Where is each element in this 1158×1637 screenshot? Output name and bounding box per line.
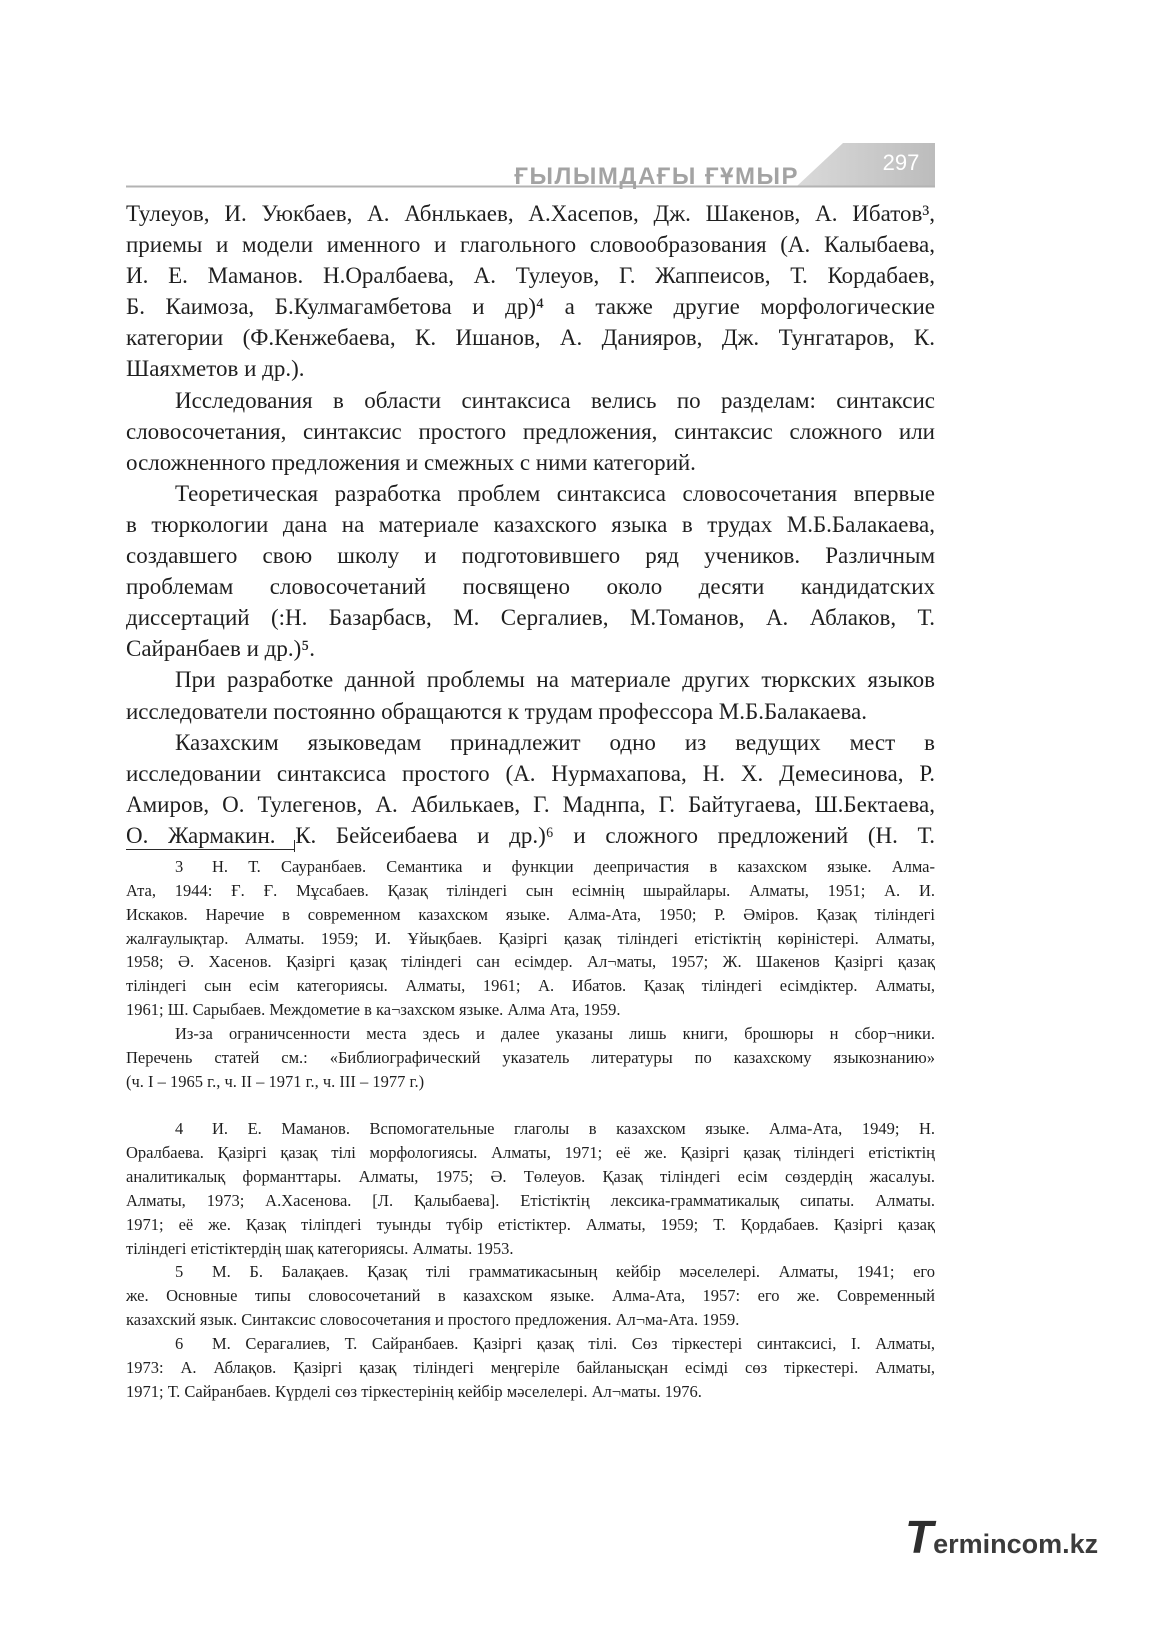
footnote-line <box>126 998 935 1022</box>
text-line: Теоретическая разработка проблем синтаксиса словосочетания впервые <box>175 480 935 506</box>
footnote-line <box>126 1046 935 1070</box>
footnote-line <box>126 855 935 879</box>
footnote-line <box>126 927 935 951</box>
footnote-text: жалғаулықтар. Алматы. 1959; И. Ұйықбаев. Қазіргі қазақ тіліндегі етістіктің көріністері. Алматы, <box>126 928 935 948</box>
text-line: исследовании синтаксиса простого (А. Нурмахапова, Н. Х. Демесинова, Р. <box>126 760 935 786</box>
paragraph <box>126 727 935 851</box>
footnote <box>126 1260 935 1332</box>
page-number: 297 <box>882 150 920 175</box>
text-line: осложненного предложения и смежных с ними категорий. <box>126 449 696 475</box>
footnote-line <box>126 1117 935 1141</box>
footnote <box>126 1117 935 1260</box>
watermark-logo <box>905 1512 1098 1569</box>
footnote-line <box>126 879 935 903</box>
footnote-text: Оралбаева. Қазіргі қазақ тілі морфологиясы. Алматы, 1971; её же. Қазіргі қазақ тіліндегі етістіктің <box>126 1143 935 1163</box>
footnote-text: 1971; её же. Қазақ тіліпдегі туынды түбір етістіктер. Алматы, 1959; Т. Қордабаев. Қазіргі қазақ <box>126 1214 935 1234</box>
footnote-text: 1961; Ш. Сарыбаев. Междометие в ка¬захском языке. Алма Ата, 1959. <box>126 1000 621 1020</box>
footnote-text: Ата, 1944: Ғ. Ғ. Мұсабаев. Қазақ тіліндегі сын есімнің шырайлары. Алматы, 1951; А. И. <box>126 880 935 900</box>
footnote-text: же. Основные типы словосочетаний в казахском языке. Алма-Ата, 1957: его же. Современный <box>126 1286 935 1306</box>
text-line: Сайранбаев и др.)⁵. <box>126 636 316 662</box>
footnote-line <box>126 1308 935 1332</box>
text-line: приемы и модели именного и глагольного словообразования (А. Калыбаева, <box>126 232 935 258</box>
text-line: категории (Ф.Кенжебаева, К. Ишанов, А. Данияров, Дж. Тунгатаров, К. <box>126 325 935 351</box>
text-line: Шаяхметов и др.). <box>126 356 305 382</box>
text-line: в тюркологии дана на материале казахского языка в трудах М.Б.Балакаева, <box>126 511 935 537</box>
footnote-text: 1958; Ә. Хасенов. Қазіргі қазақ тіліндегі сан есімдер. Ал¬маты, 1957; Ж. Шакенов Қазіргі қазақ <box>126 952 935 972</box>
text-line: словосочетания, синтаксис простого предложения, синтаксис сложного или <box>126 418 935 444</box>
text-segment: К. Бейсеибаева и др.)⁶ и сложного предложений (Н. Т. <box>295 822 935 848</box>
running-title: ҒЫЛЫМДАҒЫ ҒҰМЫР <box>514 163 799 190</box>
footnote-line <box>126 1189 935 1213</box>
footnote-text: И. Е. Маманов. Вспомогательные глаголы в казахском языке. Алма-Ата, 1949; Н. <box>212 1119 935 1139</box>
footnote-text: тіліндегі етістіктердің шақ категориясы. Алматы. 1953. <box>126 1238 514 1258</box>
footnote-line <box>126 1356 935 1380</box>
footnote-text: Перечень статей см.: «Библиографический указатель литературы по казахскому языкознанию» <box>126 1047 935 1067</box>
underlined-text: О. Жармакин. <box>126 822 296 848</box>
footnote-text: Искаков. Наречие в современном казахском языке. Алма-Ата, 1950; Р. Әміров. Қазақ тіліндегі <box>126 904 935 924</box>
footnote-number: 3 <box>175 857 184 876</box>
footnote-number: 6 <box>175 1333 184 1353</box>
footnote-text: М. Б. Балақаев. Қазақ тілі грамматикасының кейбір мәселелері. Алматы, 1941; его <box>212 1262 935 1282</box>
footnote <box>126 1332 935 1404</box>
text-line: исследователи постоянно обращаются к трудам профессора М.Б.Балакаева. <box>126 698 868 724</box>
paragraph <box>126 664 935 726</box>
footnote-line <box>126 1213 935 1237</box>
footnote-line <box>126 1260 935 1284</box>
footnote-line <box>126 903 935 927</box>
text-line: При разработке данной проблемы на материале других тюркских языков <box>175 667 935 693</box>
footnote-line <box>126 1284 935 1308</box>
paragraph <box>126 478 935 665</box>
footnote-line <box>126 1380 935 1404</box>
footnote-text: 1971; Т. Сайранбаев. Күрделі сөз тіркестерінің кейбір мәселелері. Ал¬маты. 1976. <box>126 1381 702 1401</box>
footnote-text: 1973: А. Аблақов. Қазіргі қазақ тіліндегі меңгеріле байланысқан есімді сөз тіркестері. Алматы, <box>126 1357 935 1377</box>
text-line: диссертаций (:Н. Базарбасв, М. Сергалиев, М.Томанов, А. Аблаков, Т. <box>126 605 935 631</box>
text-line: проблемам словосочетаний посвящено около десяти кандидатских <box>126 574 935 600</box>
footnote-line <box>126 1070 935 1094</box>
footnote-line <box>126 974 935 998</box>
footnote-line <box>126 1332 935 1356</box>
footnote-text: (ч. I – 1965 г., ч. II – 1971 г., ч. III – 1977 г.) <box>126 1071 425 1091</box>
footnotes <box>126 855 935 1403</box>
watermark-text: Termincom.kz <box>905 1511 1099 1563</box>
footnote-line <box>126 1141 935 1165</box>
footnote-line <box>126 1237 935 1261</box>
footnote-line <box>126 1022 935 1046</box>
text-line: Амиров, О. Тулегенов, А. Абилькаев, Г. Маднпа, Г. Байтугаева, Ш.Бектаева, <box>126 791 935 817</box>
text-line: создавшего свою школу и подготовившего ряд учеников. Различным <box>126 543 935 569</box>
footnote-line <box>126 1165 935 1189</box>
footnote-text: тіліндегі сын есім категориясы. Алматы, 1961; А. Ибатов. Қазақ тіліндегі есімдіктер. Алматы, <box>126 976 935 996</box>
text-line: И. Е. Маманов. Н.Оралбаева, А. Тулеуов, Г. Жаппеисов, Т. Кордабаев, <box>126 263 935 289</box>
text-line: Казахским языковедам принадлежит одно из ведущих мест в <box>175 729 935 755</box>
footnote-number: 5 <box>175 1262 184 1282</box>
footnote-text: аналитикалық форманттары. Алматы, 1975; Ә. Төлеуов. Қазақ тіліндегі есім сөздердің жасалуы. <box>126 1166 935 1186</box>
footnote-text: Алматы, 1973; А.Хасенова. [Л. Қалыбаева]. Етістіктің лексика-грамматикалық сипаты. Алматы. <box>126 1190 935 1210</box>
footnote <box>126 855 935 1093</box>
footnote-number: 4 <box>175 1119 184 1139</box>
paragraph <box>126 198 935 385</box>
text-line <box>126 820 935 851</box>
text-line: Исследования в области синтаксиса велись по разделам: синтаксис <box>175 387 935 413</box>
footnote-text: Н. Т. Сауранбаев. Семантика и функции деепричастия в казахском языке. Алма- <box>212 857 935 876</box>
footnote-text: Из-за ограничсенности места здесь и далее указаны лишь книги, брошюры н сбор¬ники. <box>175 1023 935 1043</box>
text-line: Тулеуов, И. Уюкбаев, А. Абнлькаев, А.Хасепов, Дж. Шакенов, А. Ибатов³, <box>126 201 935 226</box>
footnote-text: М. Серагалиев, Т. Сайранбаев. Қазіргі қазақ тілі. Сөз тіркестері синтаксисі, І. Алматы, <box>212 1333 935 1353</box>
footnote-text: казахский язык. Синтаксис словосочетания и простого предложения. Ал¬ма-Ата. 1959. <box>126 1310 740 1330</box>
body-text <box>126 198 935 851</box>
footnote-line <box>126 950 935 974</box>
paragraph <box>126 385 935 478</box>
text-line: Б. Каимоза, Б.Кулмагамбетова и др)⁴ а также другие морфологические <box>126 294 935 320</box>
